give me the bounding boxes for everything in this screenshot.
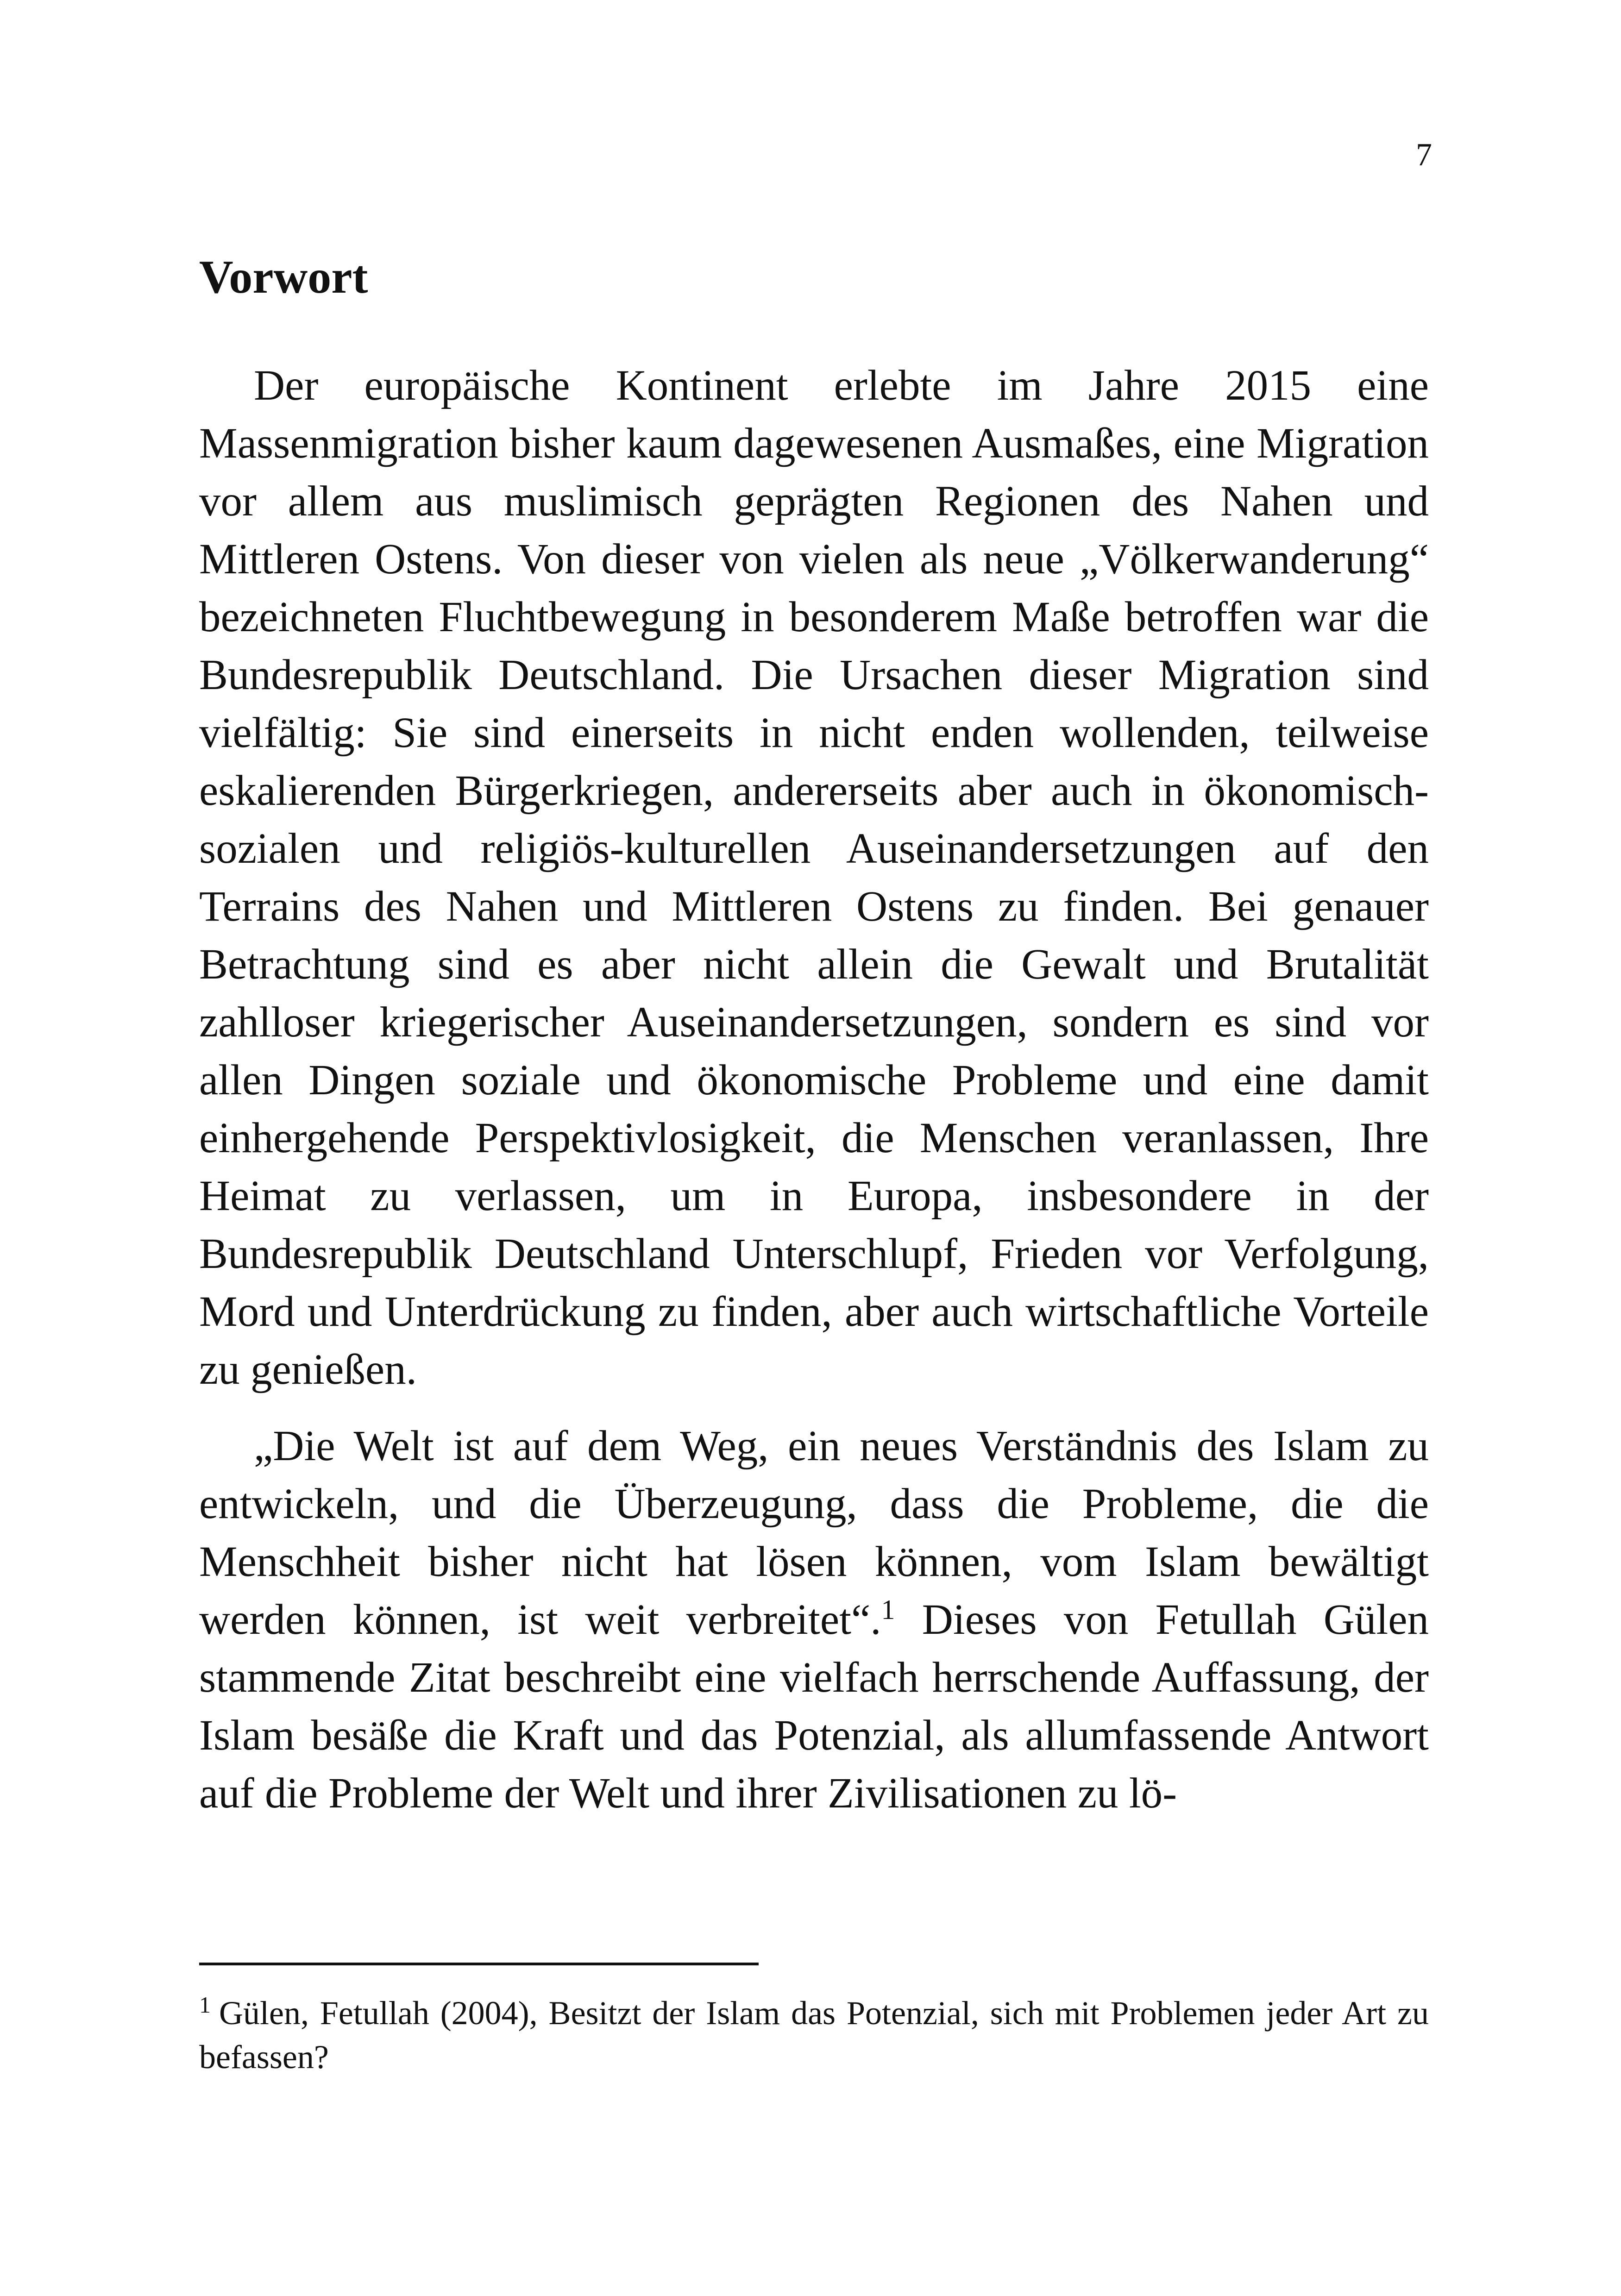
footnote — [199, 1991, 1429, 2079]
footnote-divider — [199, 1963, 759, 1965]
paragraph-2-rest: Dieses von Fetullah Gülen stammende Zitat beschreibt eine vielfach herrschende Auffassung, der Islam besäße die Kraft und das Potenzial, als allumfassende Antwort auf die Probleme der Welt und ihrer Zivilisationen zu lö- — [199, 1596, 1429, 1817]
footnote-text: Gülen, Fetullah (2004), Besitzt der Islam das Potenzial, sich mit Problemen jeder Art zu befassen? — [199, 1995, 1429, 2076]
footnote-mark: 1 — [199, 1992, 211, 2018]
chapter-heading: Vorwort — [199, 251, 368, 303]
paragraph-1: Der europäische Kontinent erlebte im Jahre 2015 eine Massenmigration bisher kaum dagewesenen Ausmaßes, eine Migration vor allem aus muslimisch geprägten Regionen des Nahen und Mittleren Ostens. Von dieser von vielen als neue „Völkerwanderung“ bezeichneten Fluchtbewegung in besonderem Maße betroffen war die Bundesrepublik Deutschland. Die Ursachen dieser Migration sind vielfältig: Sie sind einerseits in nicht enden wollenden, teilweise eskalierenden Bürgerkriegen, andererseits aber auch in ökonomisch-sozialen und religiös-kulturellen Auseinandersetzungen auf den Terrains des Nahen und Mittleren Ostens zu finden. Bei genauer Betrachtung sind es aber nicht allein die Gewalt und Brutalität zahlloser kriegerischer Auseinandersetzungen, sondern es sind vor allen Dingen soziale und ökonomische Probleme und eine damit einhergehende Perspektivlosigkeit, die Menschen veranlassen, Ihre Heimat zu verlassen, um in Europa, insbesondere in der Bundesrepublik Deutschland Unterschlupf, Frieden vor Verfolgung, Mord und Unterdrückung zu finden, aber auch wirtschaftliche Vorteile zu genießen. — [199, 362, 1429, 1393]
footnote-reference[interactable]: 1 — [881, 1594, 895, 1625]
body-text — [199, 357, 1429, 1822]
paragraph-2 — [199, 1417, 1429, 1822]
paragraph-2-quote: „Die Welt ist auf dem Weg, ein neues Verständnis des Islam zu entwickeln, und die Überzeugung, dass die Probleme, die die Menschheit bisher nicht hat lösen können, vom Islam bewältigt werden können, ist weit verbreitet“. — [199, 1422, 1429, 1644]
page-number: 7 — [1416, 137, 1432, 173]
